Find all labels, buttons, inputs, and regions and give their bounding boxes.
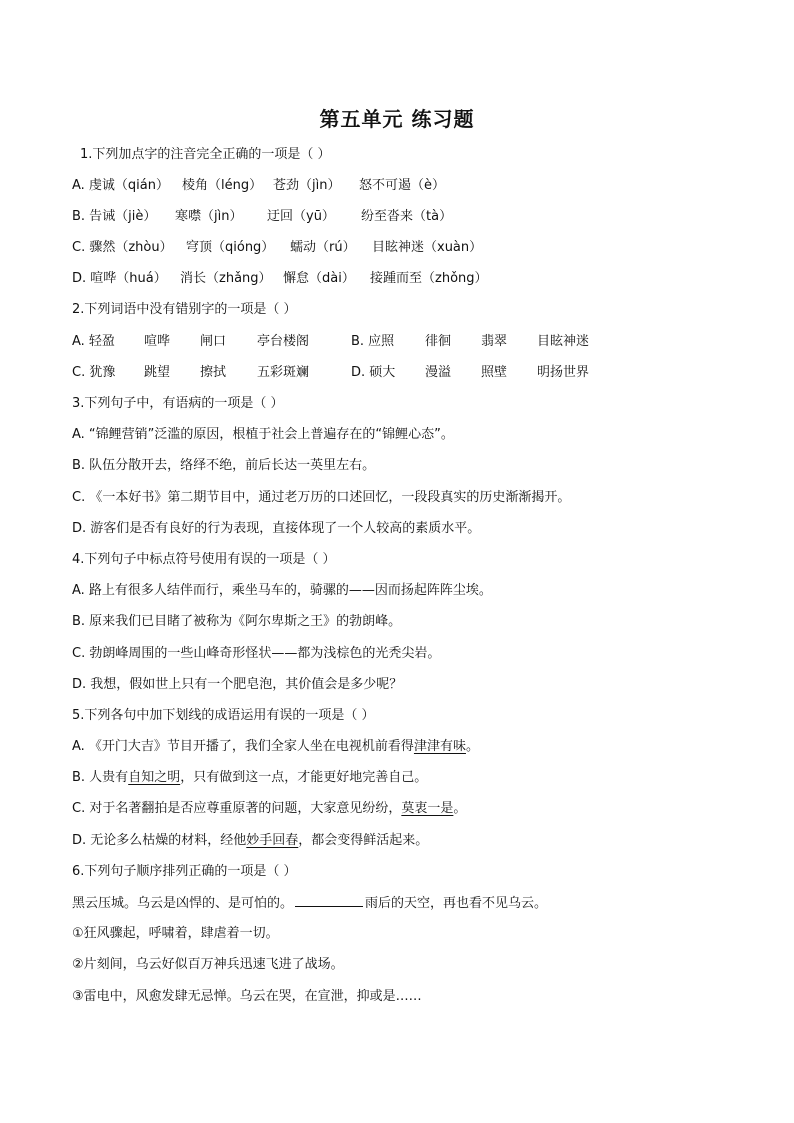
q2-word: A. 轻盈 (72, 334, 115, 349)
q1-b-item: 迂回（yū） (267, 209, 335, 224)
q1-c-item: 目眩神迷（xuàn） (372, 240, 483, 255)
q2-word: 跳望 (144, 365, 171, 380)
q1-d-item: 懈怠（dài） (283, 271, 355, 286)
q1-option-d (72, 270, 488, 288)
q2-word: B. 应照 (351, 334, 395, 349)
question-6-stem: 6.下列句子顺序排列正确的一项是（ ） (72, 864, 297, 879)
q5-a-idiom: 津津有味 (413, 739, 466, 754)
q5-b-idiom: 自知之明 (128, 770, 181, 785)
q3-option-d: D. 游客们是否有良好的行为表现，直接体现了一个人较高的素质水平。 (72, 521, 481, 536)
q3-option-b: B. 队伍分散开去，络绎不绝，前后长达一英里左右。 (72, 458, 376, 473)
q3-option-a: A. “锦鲤营销”泛滥的原因，根植于社会上普遍存在的“锦鲤心态”。 (72, 427, 454, 442)
fill-in-blank (295, 894, 363, 907)
q5-a-text-end: 。 (465, 739, 479, 754)
q2-options-ab (72, 333, 590, 351)
q5-c-text-end: 。 (453, 801, 467, 816)
q2-word: 亭台楼阁 (257, 334, 310, 349)
q1-a-item: 苍劲（jìn） (273, 178, 341, 193)
q5-d-idiom: 妙手回春 (246, 833, 299, 848)
q5-d-text-end: ，都会变得鲜活起来。 (298, 833, 429, 848)
q6-lead-text: 黑云压城。乌云是凶悍的、是可怕的。 (72, 896, 294, 911)
q2-word: 五彩斑斓 (257, 365, 310, 380)
q2-word: 照壁 (481, 365, 508, 380)
q2-word: 闸口 (200, 334, 227, 349)
question-5-stem: 5.下列各句中加下划线的成语运用有误的一项是（ ） (72, 708, 375, 723)
q5-option-b (72, 769, 427, 787)
q1-d-item: D. 喧哗（huá） (72, 271, 167, 286)
q6-lead-sentence (72, 894, 547, 913)
q1-b-item: 寒噤（jìn） (175, 209, 243, 224)
q4-option-b: B. 原来我们已目睹了被称为《阿尔卑斯之王》的勃朗峰。 (72, 614, 402, 629)
q5-option-a (72, 738, 479, 756)
page-title: 第五单元 练习题 (319, 107, 475, 131)
q1-c-item: 蠕动（rú） (290, 240, 356, 255)
q1-b-item: 纷至沓来（tà） (361, 209, 453, 224)
q1-d-item: 消长（zhǎng） (180, 271, 272, 286)
q5-option-c (72, 800, 466, 818)
q2-word: 徘徊 (425, 334, 452, 349)
question-1-stem: 1.下列加点字的注音完全正确的一项是（ ） (80, 147, 331, 162)
q2-word: 目眩神迷 (537, 334, 590, 349)
q1-a-item: 怒不可遏（è） (359, 178, 445, 193)
q4-option-d: D. 我想，假如世上只有一个肥皂泡，其价值会是多少呢？ (72, 677, 403, 692)
q5-b-text: B. 人贵有 (72, 770, 129, 785)
q6-sentence-1: ①狂风骤起，呼啸着，肆虐着一切。 (72, 926, 279, 941)
q2-word: 翡翠 (481, 334, 508, 349)
q5-d-text: D. 无论多么枯燥的材料，经他 (72, 833, 247, 848)
q6-sentence-3: ③雷电中，风愈发肆无忌惮。乌云在哭，在宣泄，抑或是…… (72, 989, 422, 1004)
q1-d-item: 接踵而至（zhǒng） (370, 271, 488, 286)
q1-a-item: 棱角（léng） (182, 178, 263, 193)
q6-sentence-2: ②片刻间，乌云好似百万神兵迅速飞进了战场。 (72, 957, 344, 972)
question-4-stem: 4.下列句子中标点符号使用有误的一项是（ ） (72, 552, 336, 567)
q5-a-text: A. 《开门大吉》节目开播了，我们全家人坐在电视机前看得 (72, 739, 414, 754)
q2-word: 擦拭 (200, 365, 227, 380)
q1-option-c (72, 239, 483, 257)
q2-word: 明扬世界 (537, 365, 590, 380)
q5-c-text: C. 对于名著翻拍是否应尊重原著的问题，大家意见纷纷， (72, 801, 402, 816)
q2-word: C. 犹豫 (72, 365, 116, 380)
question-3-stem: 3.下列句子中，有语病的一项是（ ） (72, 396, 284, 411)
q4-option-a: A. 路上有很多人结伴而行，乘坐马车的，骑骡的——因而扬起阵阵尘埃。 (72, 583, 492, 598)
q2-options-cd (72, 364, 590, 382)
q5-option-d (72, 832, 428, 850)
q1-a-item: A. 虔诚（qián） (72, 178, 169, 193)
q2-word: 喧哗 (144, 334, 171, 349)
q1-c-item: C. 骤然（zhòu） (72, 240, 173, 255)
q2-word: 漫溢 (425, 365, 452, 380)
q6-lead-text-end: 雨后的天空，再也看不见乌云。 (365, 896, 548, 911)
q4-option-c: C. 勃朗峰周围的一些山峰奇形怪状——都为浅棕色的光秃尖岩。 (72, 646, 441, 661)
q5-c-idiom: 莫衷一是 (401, 801, 454, 816)
q1-b-item: B. 告诫（jiè） (72, 209, 157, 224)
question-2-stem: 2.下列词语中没有错别字的一项是（ ） (72, 302, 297, 317)
q1-option-b (72, 208, 453, 226)
q1-option-a (72, 177, 445, 195)
q2-word: D. 硕大 (351, 365, 396, 380)
q5-b-text-end: ，只有做到这一点，才能更好地完善自己。 (180, 770, 428, 785)
q1-c-item: 穹顶（qióng） (186, 240, 275, 255)
q3-option-c: C. 《一本好书》第二期节目中，通过老万历的口述回忆，一段段真实的历史渐渐揭开。 (72, 490, 571, 505)
